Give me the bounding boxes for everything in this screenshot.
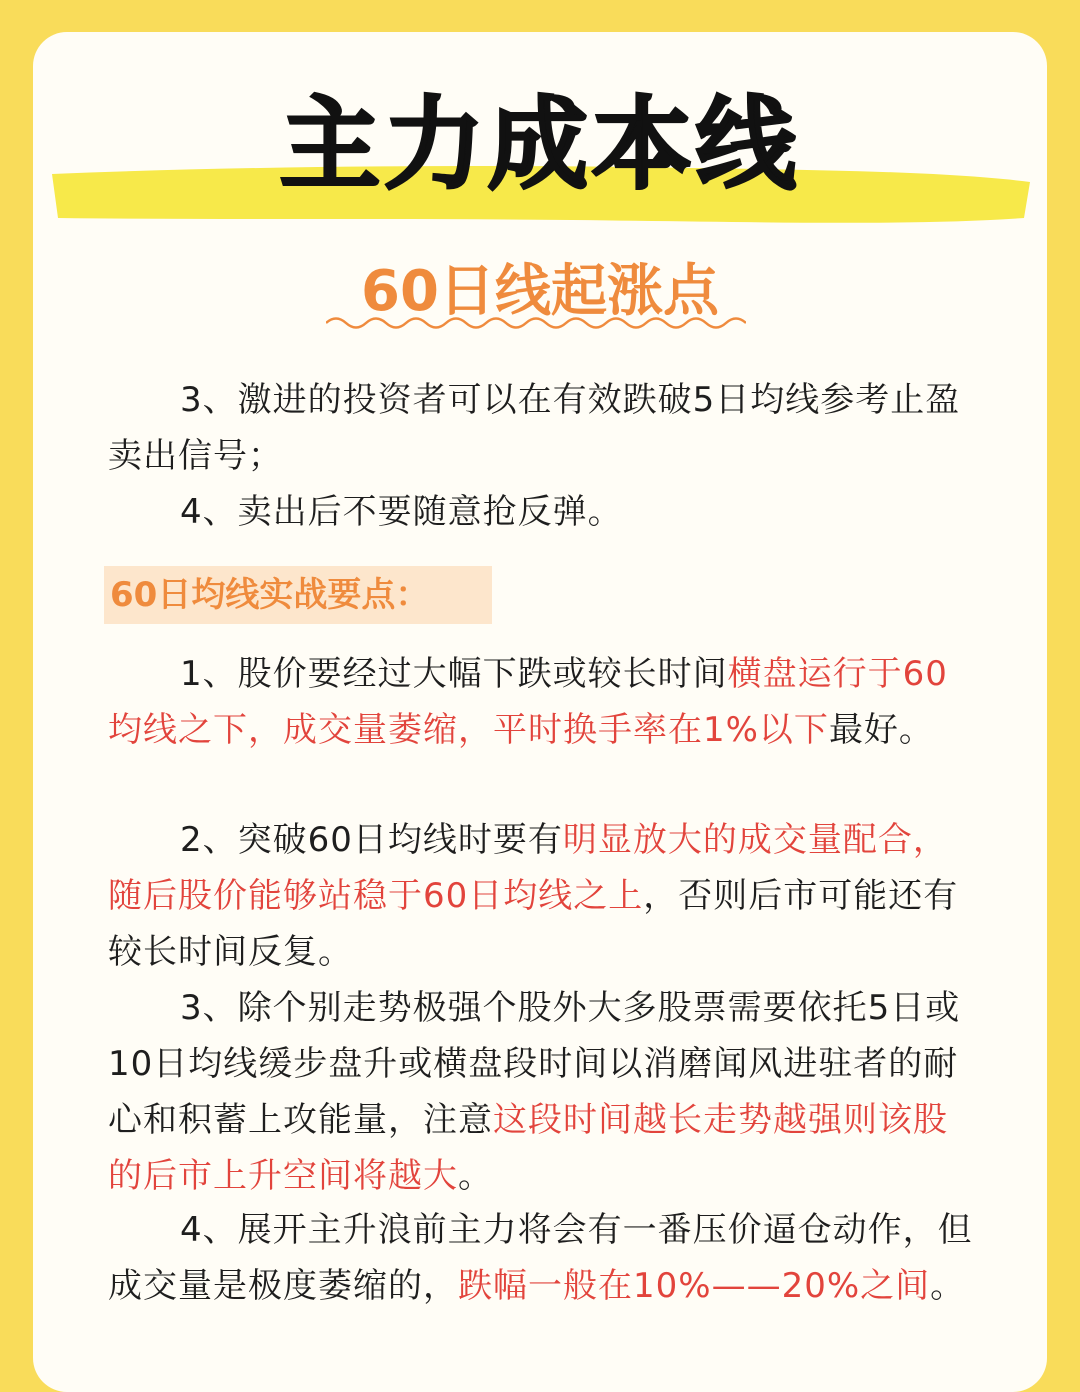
point-4-emphasis: 跌幅一般在10%——20%之间	[458, 1266, 931, 1306]
point-3: 3、除个别走势极强个股外大多股票需要依托5日或10日均线缓步盘升或横盘段时间以消磨闻风进驻者的耐心和积蓄上攻能量，注意这段时间越长走势越强则该股的后市上升空间将越大。	[108, 988, 961, 1196]
intro-point-4: 4、卖出后不要随意抢反弹。	[180, 492, 623, 532]
point-2-emphasis: 明显放大的成交量配合，随后股价能够站稳于60日均线之上	[108, 820, 948, 916]
point-2: 2、突破60日均线时要有明显放大的成交量配合，随后股价能够站稳于60日均线之上，否则后市可能还有较长时间反复。	[108, 820, 959, 972]
page-title: 主力成本线	[280, 86, 800, 203]
section-heading: 60日均线实战要点：	[104, 566, 492, 624]
point-3-emphasis: 这段时间越长走势越强则该股的后市上升空间将越大	[108, 1100, 948, 1196]
point-1-emphasis: 横盘运行于60均线之下，成交量萎缩，平时换手率在1%以下	[108, 654, 948, 750]
subtitle: 60日线起涨点	[361, 259, 719, 324]
wavy-underline	[326, 312, 746, 334]
point-1: 1、股价要经过大幅下跌或较长时间横盘运行于60均线之下，成交量萎缩，平时换手率在1%以下最好。	[108, 654, 948, 750]
point-4: 4、展开主升浪前主力将会有一番压价逼仓动作，但成交量是极度萎缩的，跌幅一般在10%——20%之间。	[108, 1210, 973, 1306]
intro-point-3: 3、激进的投资者可以在有效跌破5日均线参考止盈卖出信号；	[108, 380, 961, 476]
